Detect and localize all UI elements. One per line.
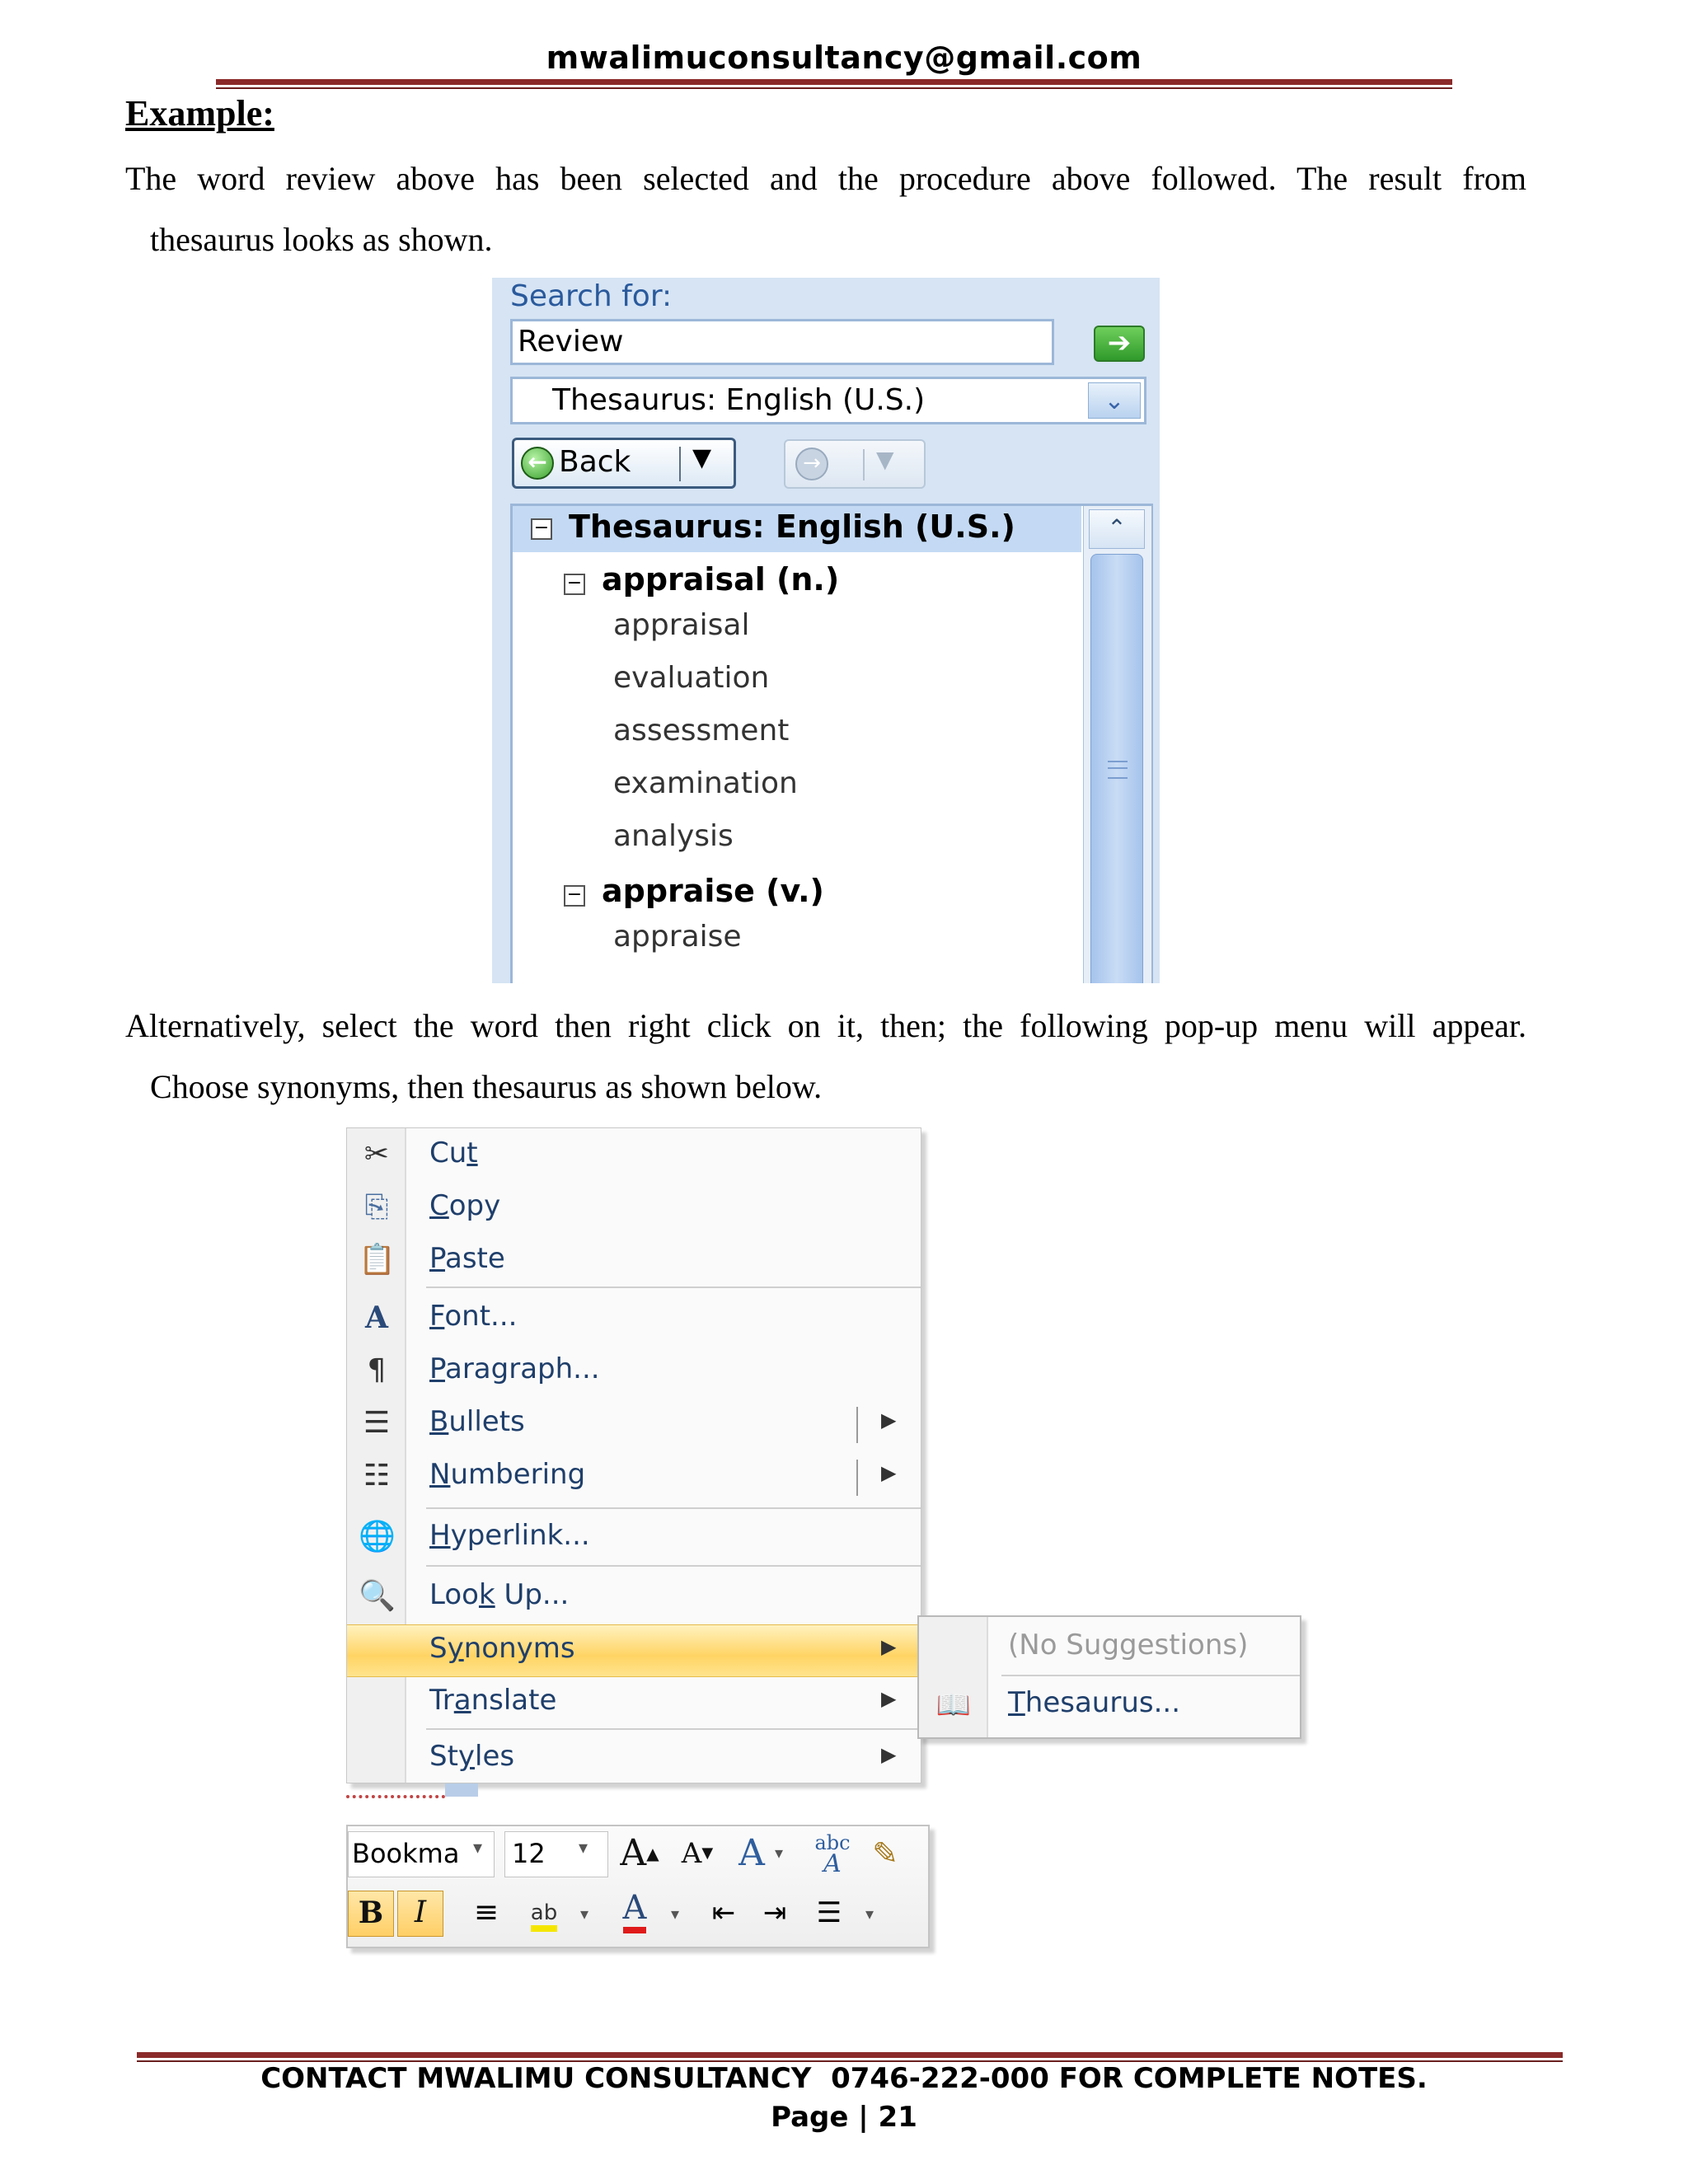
search-input[interactable]: Review [510, 319, 1054, 365]
paintbrush-icon[interactable]: ✎ [872, 1835, 898, 1872]
synonym-item[interactable]: assessment [613, 714, 790, 748]
spelling-squiggle [346, 1783, 445, 1798]
paragraph-1-line-1: The word review above has been selected and the procedure above followed. The result from [125, 160, 1526, 197]
submenu-arrow-icon[interactable]: ▶ [881, 1687, 897, 1710]
size-dropdown-icon[interactable]: ▾ [579, 1838, 588, 1858]
menu-item-synonyms[interactable]: Synonyms ▶ [347, 1624, 921, 1677]
synonym-item[interactable]: examination [613, 766, 798, 800]
results-header-row[interactable] [513, 506, 1081, 552]
styles-dropdown-icon[interactable]: ▾ [775, 1843, 784, 1863]
synonym-item[interactable]: evaluation [613, 661, 770, 695]
header-rule-thin [216, 87, 1452, 89]
decrease-indent-icon[interactable]: ⇤ [711, 1896, 736, 1929]
back-button[interactable] [512, 438, 736, 489]
paragraph-2-line-1: Alternatively, select the word then right click on it, then; the following pop-up menu will appear. [125, 1007, 1526, 1044]
increase-indent-icon[interactable]: ⇥ [762, 1896, 787, 1929]
menu-item-styles[interactable]: Styles ▶ [429, 1740, 897, 1773]
group-title[interactable]: appraisal (n.) [602, 561, 840, 598]
no-suggestions-item: (No Suggestions) [1008, 1629, 1249, 1661]
menu-divider [426, 1728, 921, 1730]
reference-select-value: Thesaurus: English (U.S.) [552, 383, 926, 417]
submenu-arrow-icon[interactable]: ▶ [881, 1408, 897, 1432]
bold-button[interactable]: B [348, 1891, 394, 1937]
start-searching-button[interactable] [1094, 326, 1145, 362]
forward-dropdown-icon[interactable]: ▼ [876, 446, 894, 473]
paragraph-2-line-2: Choose synonyms, then thesaurus as shown below. [150, 1068, 823, 1105]
synonym-item[interactable]: analysis [613, 819, 734, 853]
center-align-icon[interactable]: ≡ [473, 1896, 499, 1929]
highlight-icon[interactable]: ab [521, 1891, 567, 1937]
header-rule [216, 79, 1452, 85]
forward-button[interactable] [784, 439, 926, 489]
hyperlink-globe-icon: 🌐 [359, 1520, 396, 1554]
synonyms-submenu [917, 1615, 1301, 1739]
group-title[interactable]: appraise (v.) [602, 873, 824, 909]
collapse-icon[interactable]: − [564, 574, 585, 595]
italic-button[interactable]: I [397, 1891, 443, 1937]
synonym-item[interactable]: appraisal [613, 608, 750, 642]
grow-font-icon[interactable]: A▲ [620, 1832, 659, 1874]
highlight-dropdown-icon[interactable]: ▾ [580, 1904, 589, 1924]
submenu-item-thesaurus[interactable]: Thesaurus... [1008, 1686, 1181, 1719]
menu-item-font[interactable]: A Font... [347, 1293, 921, 1346]
results-list [510, 504, 1153, 983]
scissors-icon: ✂ [363, 1137, 390, 1171]
shrink-font-icon[interactable]: A▼ [681, 1837, 714, 1870]
paste-icon: 📋 [359, 1243, 396, 1277]
page-number: Page | 21 [771, 2101, 917, 2134]
font-color-icon[interactable]: A [612, 1886, 658, 1932]
grip-line [1108, 767, 1128, 769]
menu-item-copy[interactable]: ⎘ Copy [347, 1183, 921, 1235]
context-menu [346, 1127, 921, 1783]
forward-arrow-icon: → [795, 448, 828, 480]
forward-separator [863, 449, 865, 480]
reference-select[interactable] [510, 377, 1146, 424]
font-icon: A [365, 1301, 388, 1335]
numbering-icon: ☷ [363, 1459, 391, 1493]
paragraph-1-line-2: thesaurus looks as shown. [150, 221, 493, 258]
bullets-dropdown-icon[interactable]: ▾ [865, 1904, 874, 1924]
menu-item-numbering[interactable]: ☷ Numbering ▶ [347, 1451, 921, 1504]
copy-icon: ⎘ [364, 1190, 389, 1224]
search-for-label: Search for: [510, 279, 673, 313]
footer-rule [137, 2052, 1563, 2058]
look-up-icon: 🔍 [359, 1579, 396, 1613]
bullets-icon: ☰ [363, 1406, 391, 1440]
scrollbar[interactable] [1083, 506, 1151, 983]
menu-divider [426, 1565, 921, 1567]
collapse-icon[interactable]: − [564, 885, 585, 907]
menu-item-paste[interactable]: 📋 Paste [359, 1242, 505, 1277]
submenu-arrow-icon[interactable]: ▶ [881, 1635, 897, 1658]
bullets-icon[interactable]: ☰ [816, 1896, 842, 1929]
menu-item-hyperlink[interactable]: 🌐 Hyperlink... [359, 1519, 590, 1554]
menu-divider [426, 1507, 921, 1509]
results-header-title: Thesaurus: English (U.S.) [569, 509, 1015, 545]
submenu-divider [1001, 1675, 1300, 1676]
menu-item-cut[interactable]: ✂ Cut [347, 1130, 921, 1183]
collapse-icon[interactable]: − [531, 518, 552, 540]
submenu-arrow-icon[interactable]: ▶ [881, 1461, 897, 1484]
thesaurus-pane [492, 278, 1160, 983]
font-dropdown-icon[interactable]: ▾ [473, 1838, 483, 1858]
thesaurus-book-icon: 📖 [935, 1689, 972, 1722]
format-painter-abc-icon[interactable]: abc A [814, 1831, 851, 1878]
chevron-down-icon[interactable]: ⌄ [1088, 382, 1141, 419]
mini-toolbar [346, 1825, 930, 1948]
font-name-box[interactable]: Bookma [348, 1831, 495, 1877]
split-separator [856, 1460, 858, 1496]
back-dropdown-icon[interactable]: ▼ [692, 443, 712, 472]
paragraph-icon: ¶ [367, 1353, 387, 1387]
back-arrow-icon: ← [521, 447, 554, 480]
menu-item-look-up[interactable]: 🔍 Look Up... [359, 1578, 570, 1613]
back-button-label: Back [559, 445, 631, 479]
styles-icon[interactable]: A [738, 1832, 765, 1874]
synonym-item[interactable]: appraise [613, 920, 742, 954]
text-selection-highlight [445, 1783, 478, 1797]
font-size-box[interactable]: 12 [504, 1831, 608, 1877]
back-separator [679, 447, 681, 481]
menu-divider [426, 1286, 921, 1288]
split-separator [856, 1407, 858, 1443]
arrow-right-icon: ➔ [1107, 326, 1132, 359]
grip-icon [1108, 761, 1128, 779]
submenu-arrow-icon[interactable]: ▶ [881, 1743, 897, 1766]
example-heading: Example: [125, 93, 274, 134]
footer-contact: CONTACT MWALIMU CONSULTANCY 0746-222-000 FOR COMPLETE NOTES. [260, 2062, 1428, 2095]
font-color-dropdown-icon[interactable]: ▾ [671, 1904, 680, 1924]
menu-item-paragraph[interactable]: ¶ Paragraph... [347, 1346, 921, 1399]
scroll-up-icon[interactable]: ⌃ [1089, 509, 1145, 549]
scroll-thumb[interactable] [1090, 554, 1143, 983]
menu-item-bullets[interactable]: ☰ Bullets ▶ [347, 1399, 921, 1451]
header-email: mwalimuconsultancy@gmail.com [546, 40, 1142, 76]
menu-item-translate[interactable]: Translate ▶ [429, 1684, 897, 1717]
